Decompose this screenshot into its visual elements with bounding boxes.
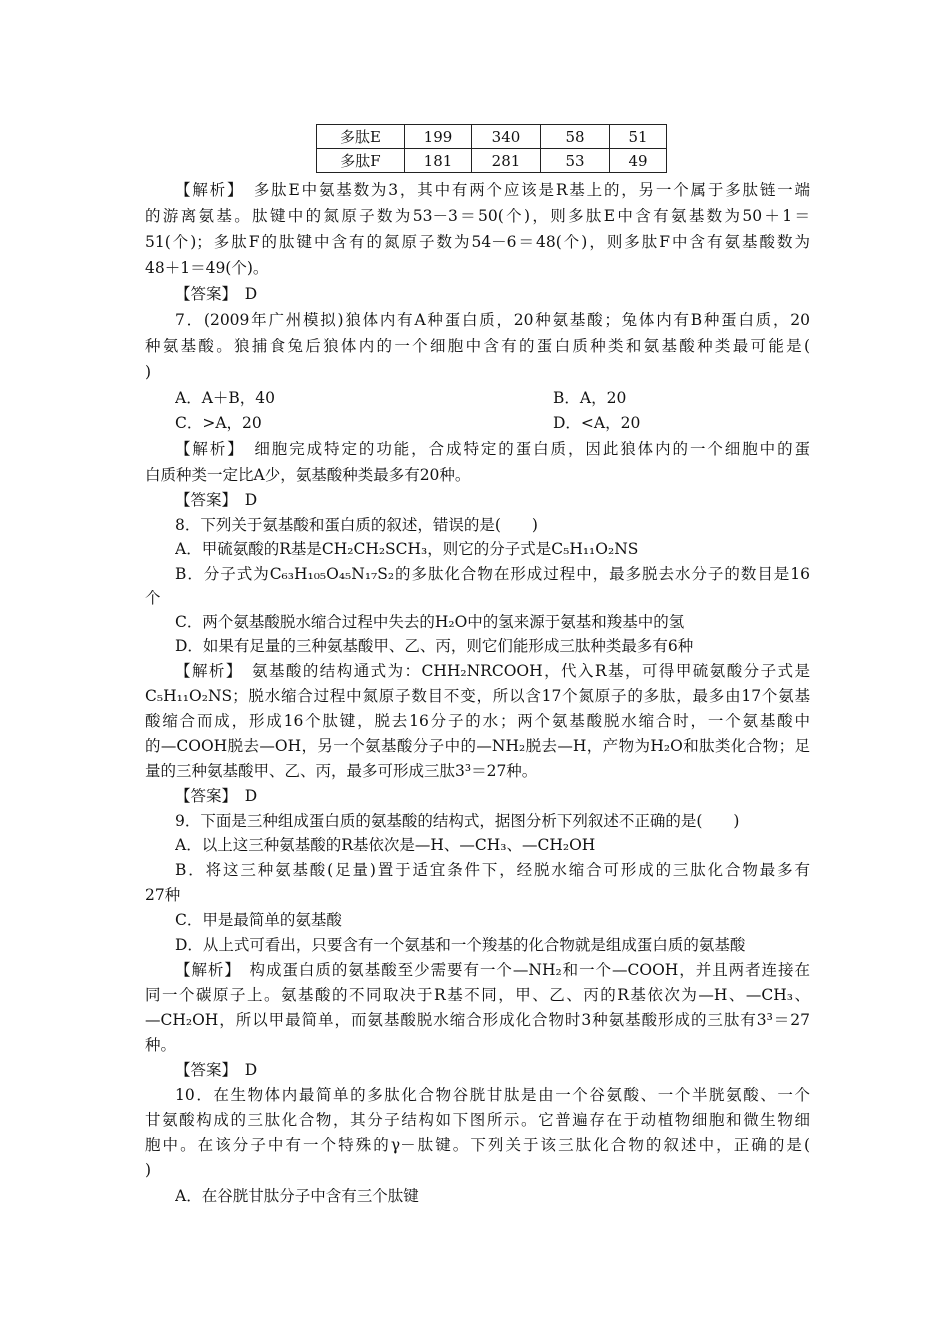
q10-stem: ) — [145, 1161, 152, 1179]
q8-option-b: 个 — [145, 589, 161, 607]
q7-stem: 7．(2009年广州模拟)狼体内有A种蛋白质，20种氨基酸；兔体内有B种蛋白质，20 — [175, 311, 810, 329]
q7-option-a: A．A＋B，40 — [175, 389, 276, 407]
q9-answer: 【答案】 D — [175, 1061, 258, 1079]
table-row — [317, 125, 667, 149]
table-cell: 199 — [405, 125, 472, 149]
q7-stem: 种氨基酸。狼捕食兔后狼体内的一个细胞中含有的蛋白质种类和氨基酸种类最可能是( — [145, 337, 810, 355]
table-cell: 51 — [610, 125, 667, 149]
q6-explanation: 48＋1＝49(个)。 — [145, 259, 269, 277]
table-cell: 281 — [472, 149, 541, 173]
q10-stem: 10．在生物体内最简单的多肽化合物谷胱甘肽是由一个谷氨酸、一个半胱氨酸、一个 — [175, 1086, 810, 1104]
q8-option-a: A．甲硫氨酸的R基是CH₂CH₂SCH₃，则它的分子式是C₅H₁₁O₂NS — [175, 540, 639, 558]
table-cell: 多肽E — [317, 125, 405, 149]
table-cell: 340 — [472, 125, 541, 149]
q7-answer: 【答案】 D — [175, 491, 258, 509]
q9-explanation: 同一个碳原子上。氨基酸的不同取决于R基不同，甲、乙、丙的R基依次为—H、—CH₃、 — [145, 986, 810, 1004]
q7-option-b: B．A，20 — [553, 389, 627, 407]
table-cell: 49 — [610, 149, 667, 173]
q8-answer: 【答案】 D — [175, 787, 258, 805]
q7-explanation: 白质种类一定比A少，氨基酸种类最多有20种。 — [145, 466, 471, 484]
q6-explanation: 【解析】 多肽E中氨基数为3，其中有两个应该是R基上的，另一个属于多肽链一端 — [175, 181, 810, 199]
q9-option-b: B．将这三种氨基酸(足量)置于适宜条件下，经脱水缩合可形成的三肽化合物最多有 — [175, 861, 810, 879]
table-cell: 53 — [541, 149, 610, 173]
q10-stem: 甘氨酸构成的三肽化合物，其分子结构如下图所示。它普遍存在于动植物细胞和微生物细 — [145, 1111, 810, 1129]
q7-option-d: D．<A，20 — [553, 414, 641, 432]
q9-option-d: D．从上式可看出，只要含有一个氨基和一个羧基的化合物就是组成蛋白质的氨基酸 — [175, 936, 746, 954]
q8-option-d: D．如果有足量的三种氨基酸甲、乙、丙，则它们能形成三肽种类最多有6种 — [175, 637, 694, 655]
table-cell: 181 — [405, 149, 472, 173]
q9-explanation: 种。 — [145, 1036, 177, 1054]
polypeptide-table — [316, 124, 667, 173]
q10-option-a: A．在谷胱甘肽分子中含有三个肽键 — [175, 1187, 419, 1205]
table-cell: 58 — [541, 125, 610, 149]
q8-stem: 8．下列关于氨基酸和蛋白质的叙述，错误的是( ) — [175, 516, 538, 534]
q7-explanation: 【解析】 细胞完成特定的功能，合成特定的蛋白质，因此狼体内的一个细胞中的蛋 — [175, 440, 810, 458]
q6-explanation: 51(个)；多肽F的肽键中含有的氮原子数为54－6＝48(个)，则多肽F中含有氨基酸数为 — [145, 233, 810, 251]
q8-option-b: B．分子式为C₆₃H₁₀₅O₄₅N₁₇S₂的多肽化合物在形成过程中，最多脱去水分子的数目是16 — [175, 565, 810, 583]
q8-explanation: 【解析】 氨基酸的结构通式为：CHH₂NRCOOH，代入R基，可得甲硫氨酸分子式是 — [175, 662, 810, 680]
q8-explanation: 的—COOH脱去—OH，另一个氨基酸分子中的—NH₂脱去—H，产物为H₂O和肽类化合物；足 — [145, 737, 810, 755]
q8-option-c: C．两个氨基酸脱水缩合过程中失去的H₂O中的氢来源于氨基和羧基中的氢 — [175, 613, 685, 631]
q9-option-c: C．甲是最简单的氨基酸 — [175, 911, 342, 929]
q6-answer: 【答案】 D — [175, 285, 258, 303]
table-row — [317, 149, 667, 173]
q9-explanation: —CH₂OH，所以甲最简单，而氨基酸脱水缩合形成化合物时3种氨基酸形成的三肽有3³＝27 — [145, 1011, 810, 1029]
q8-explanation: 量的三种氨基酸甲、乙、丙，最多可形成三肽3³＝27种。 — [145, 762, 538, 780]
q9-explanation: 【解析】 构成蛋白质的氨基酸至少需要有一个—NH₂和一个—COOH，并且两者连接在 — [175, 961, 810, 979]
q8-explanation: C₅H₁₁O₂NS；脱水缩合过程中氮原子数目不变，所以含17个氮原子的多肽，最多由17个氨基 — [145, 687, 810, 705]
q7-stem: ) — [145, 363, 152, 381]
q9-option-b: 27种 — [145, 886, 181, 904]
q8-explanation: 酸缩合而成，形成16个肽键，脱去16分子的水；两个氨基酸脱水缩合时，一个氨基酸中 — [145, 712, 810, 730]
table-cell: 多肽F — [317, 149, 405, 173]
q9-stem: 9．下面是三种组成蛋白质的氨基酸的结构式，据图分析下列叙述不正确的是( ) — [175, 812, 740, 830]
q9-option-a: A．以上这三种氨基酸的R基依次是—H、—CH₃、—CH₂OH — [175, 836, 596, 854]
q6-explanation: 的游离氨基。肽键中的氮原子数为53－3＝50(个)，则多肽E中含有氨基数为50＋1＝ — [145, 207, 810, 225]
q7-option-c: C．>A，20 — [175, 414, 262, 432]
q10-stem: 胞中。在该分子中有一个特殊的γ－肽键。下列关于该三肽化合物的叙述中，正确的是( — [145, 1136, 810, 1154]
